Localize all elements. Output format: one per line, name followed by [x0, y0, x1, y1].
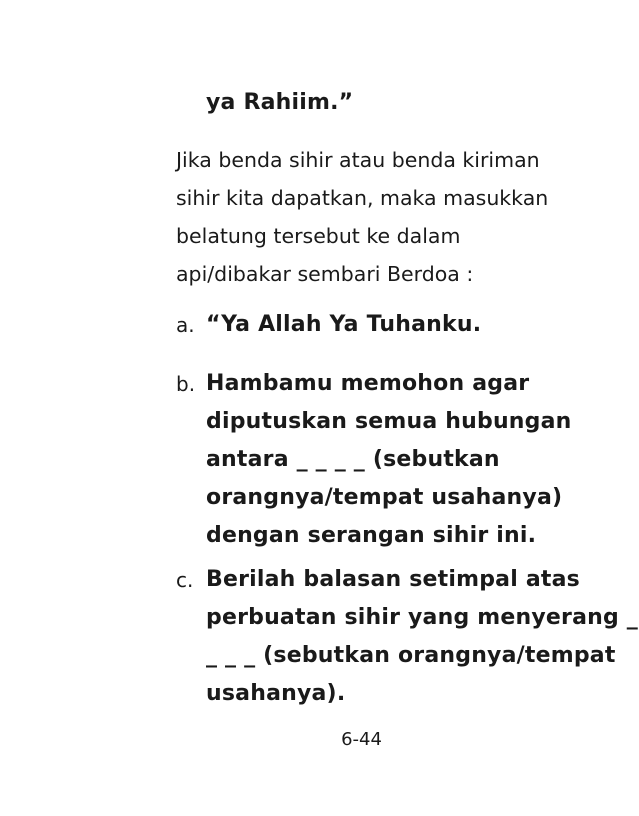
paragraph-line: Jika benda sihir atau benda kiriman [176, 148, 540, 172]
item-marker: b. [176, 372, 196, 396]
paragraph-line: sihir kita dapatkan, maka masukkan [176, 186, 549, 210]
prayer-continuation: ya Rahiim.” [206, 90, 354, 115]
instruction-paragraph [176, 141, 596, 293]
item-text [206, 365, 572, 555]
item-line: Hambamu memohon agar [206, 371, 530, 396]
page-number: 6-44 [341, 729, 382, 750]
item-text [206, 561, 638, 713]
item-line: perbuatan sihir yang menyerang _ [206, 605, 638, 630]
item-line: antara _ _ _ _ (sebutkan [206, 447, 500, 472]
paragraph-line: api/dibakar sembari Berdoa : [176, 262, 474, 286]
item-line: “Ya Allah Ya Tuhanku. [206, 312, 482, 337]
item-line: _ _ _ (sebutkan orangnya/tempat [206, 643, 616, 668]
item-line: usahanya). [206, 681, 346, 706]
item-marker: a. [176, 313, 195, 337]
item-line: diputuskan semua hubungan [206, 409, 572, 434]
item-line: orangnya/tempat usahanya) [206, 485, 563, 510]
item-line: dengan serangan sihir ini. [206, 523, 537, 548]
item-line: Berilah balasan setimpal atas [206, 567, 580, 592]
item-text [206, 306, 481, 344]
paragraph-line: belatung tersebut ke dalam [176, 224, 461, 248]
item-marker: c. [176, 568, 194, 592]
